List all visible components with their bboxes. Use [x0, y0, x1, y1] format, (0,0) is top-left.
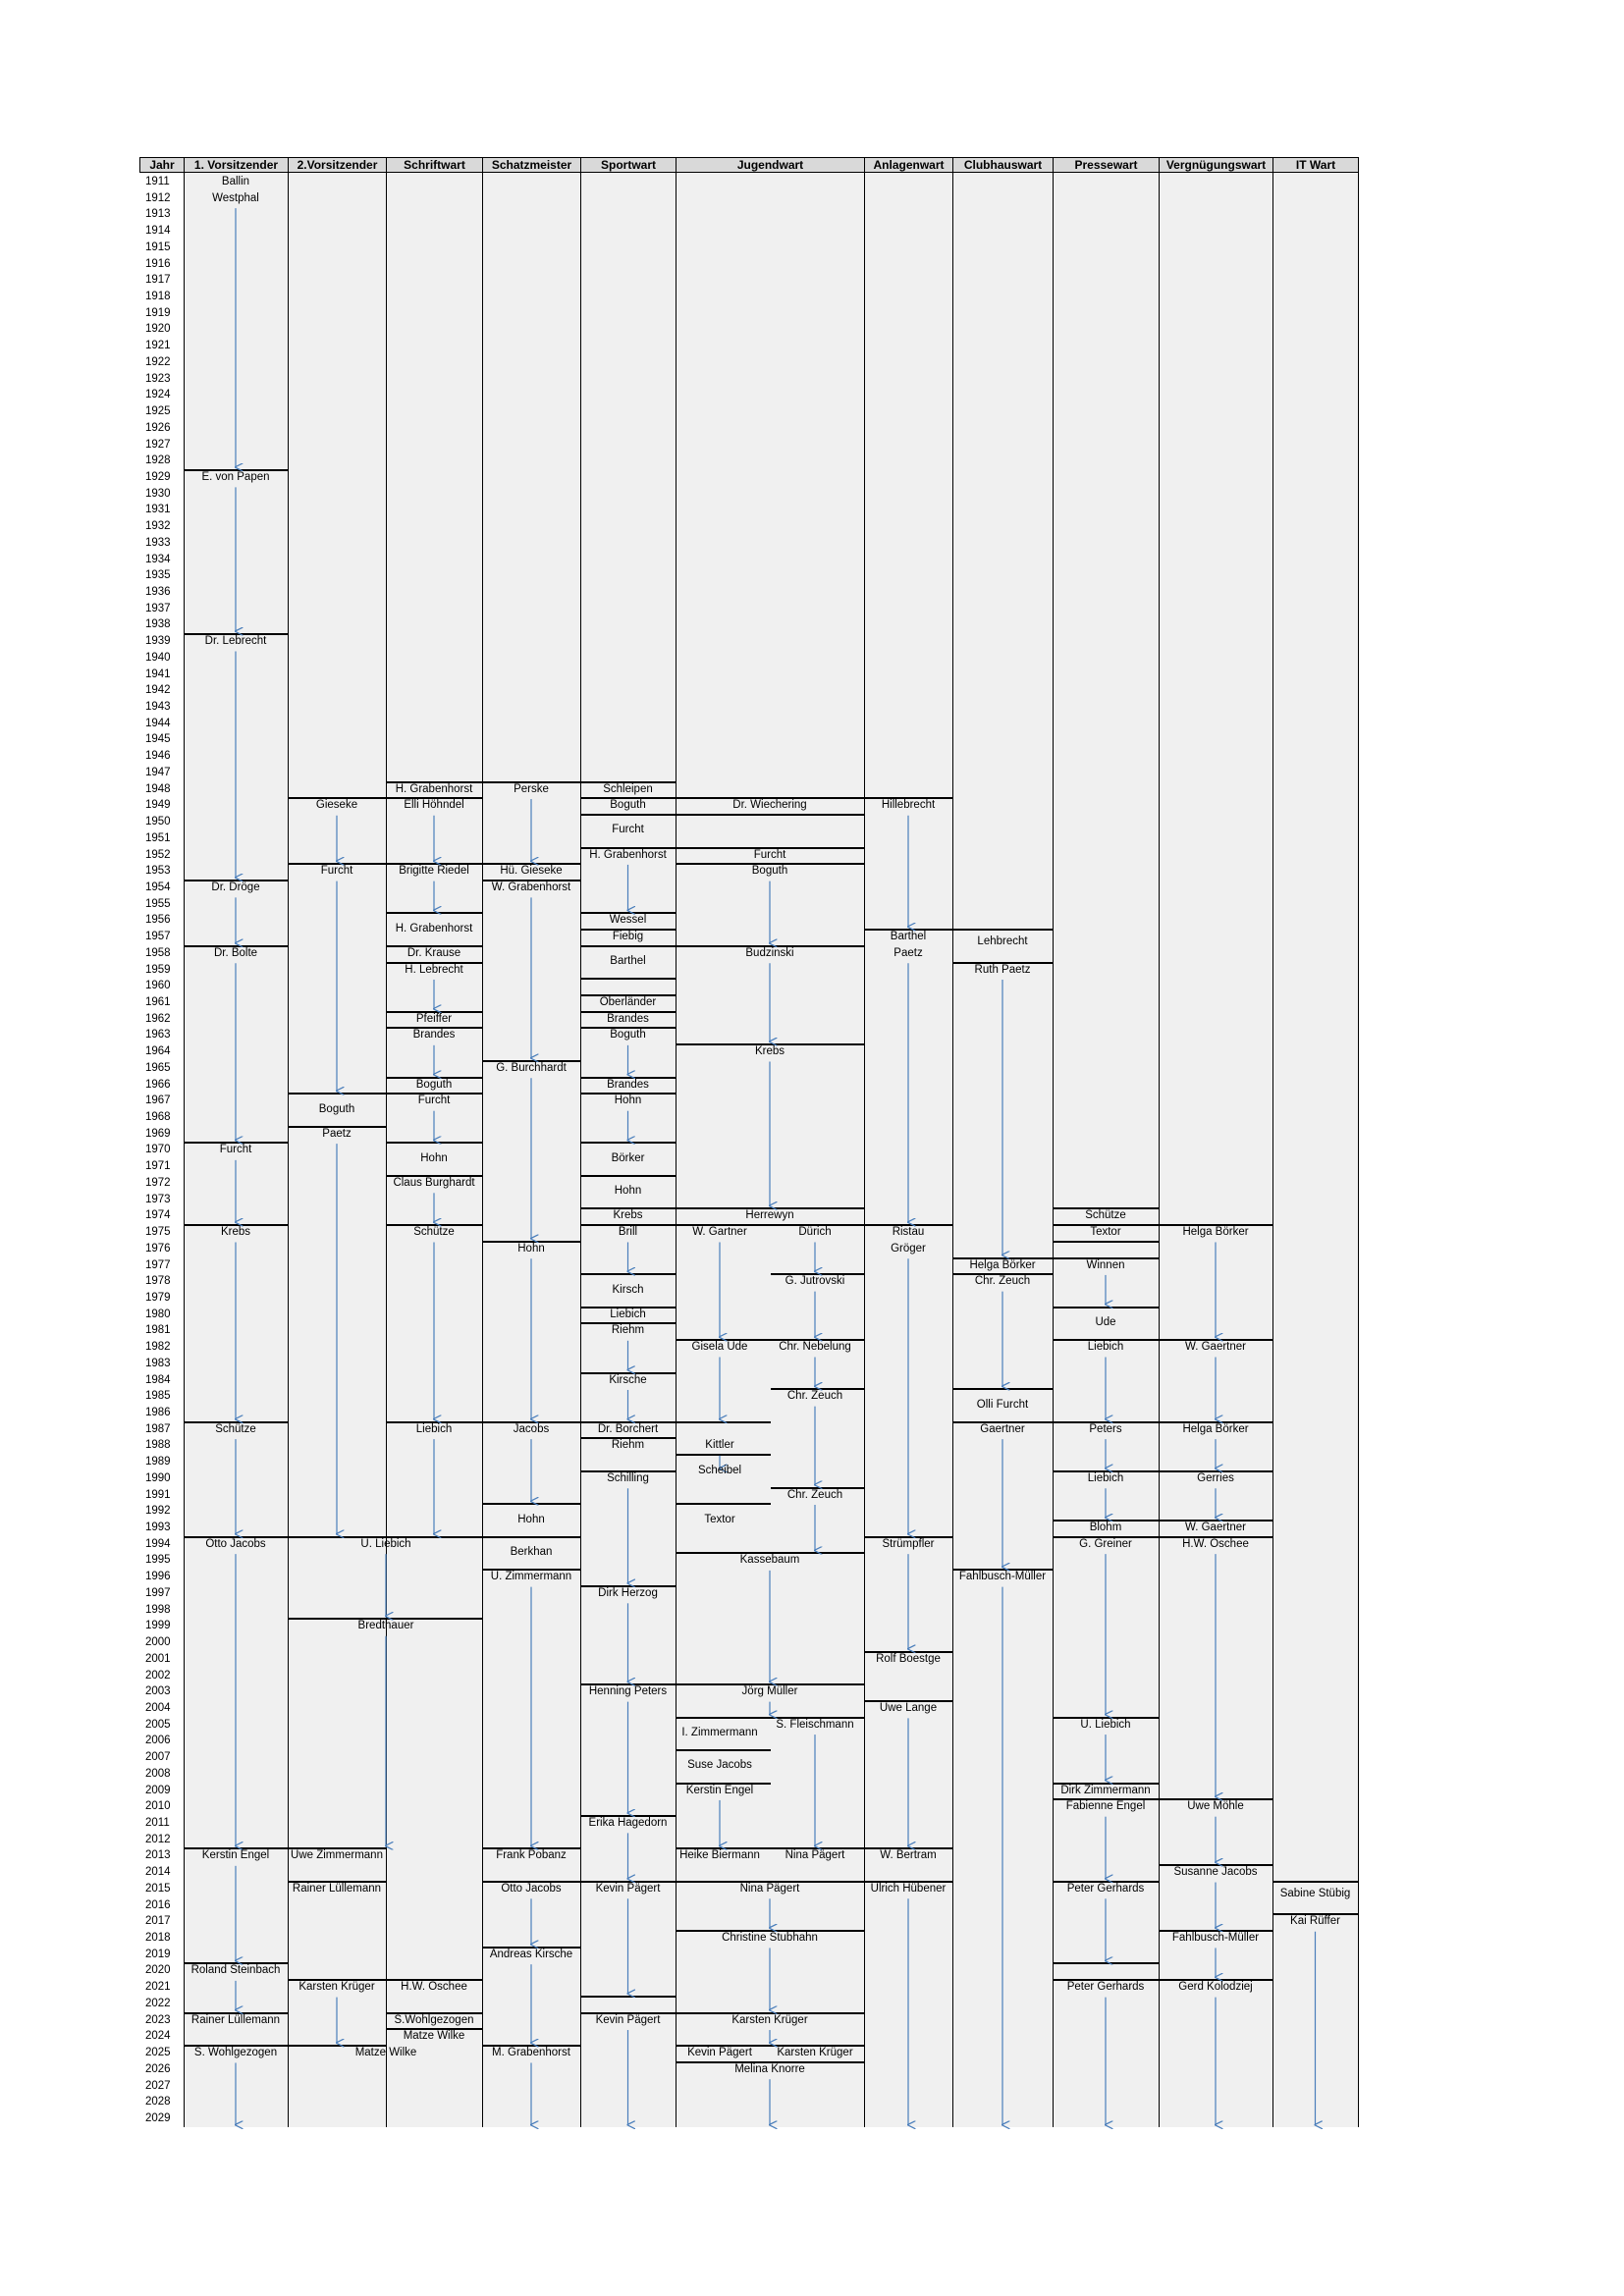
year-label: 1955	[145, 897, 171, 910]
year-label: 1971	[145, 1160, 171, 1173]
year-label: 2011	[145, 1817, 170, 1829]
year-label: 1958	[145, 946, 171, 959]
year-label: 1944	[145, 717, 171, 729]
year-label: 1956	[145, 914, 171, 927]
officer-name: H. Grabenhorst	[395, 782, 473, 795]
year-label: 1974	[145, 1209, 171, 1222]
year-label: 1987	[145, 1422, 171, 1435]
year-label: 1980	[145, 1308, 171, 1320]
year-label: 1999	[145, 1620, 171, 1632]
officer-name: Barthel	[610, 955, 646, 968]
year-label: 2027	[145, 2079, 171, 2092]
officer-name: Kevin Pägert	[595, 1882, 661, 1895]
officer-name: Melina Knorre	[734, 2062, 805, 2075]
officer-name: Susanne Jacobs	[1173, 1866, 1258, 1879]
year-label: 1927	[145, 438, 171, 451]
year-label: 2023	[145, 2013, 171, 2026]
officer-name: Nina Pägert	[785, 1849, 845, 1862]
officer-name: Krebs	[754, 1045, 785, 1058]
officer-name: Hillebrecht	[881, 799, 936, 812]
year-label: 1977	[145, 1258, 171, 1271]
year-label: 1988	[145, 1439, 171, 1452]
year-label: 1996	[145, 1571, 171, 1583]
officer-name: Matze Wilke	[403, 2030, 465, 2043]
officer-name: Karsten Krüger	[777, 2047, 853, 2059]
year-label: 2026	[145, 2062, 171, 2075]
officer-name: H. Grabenhorst	[589, 848, 667, 861]
officer-name: Oberländer	[599, 996, 657, 1008]
officer-name: Blohm	[1089, 1522, 1122, 1534]
officer-name: H. Lebrecht	[405, 963, 463, 976]
officer-name: Dirk Herzog	[598, 1586, 658, 1599]
officer-name: Heike Biermann	[679, 1849, 760, 1862]
officer-name: Westphal	[212, 191, 259, 204]
year-label: 1935	[145, 569, 171, 582]
year-label: 1961	[145, 996, 171, 1008]
officer-name: Chr. Nebelung	[779, 1341, 851, 1354]
year-label: 1938	[145, 618, 171, 631]
officer-name: Brandes	[607, 1078, 649, 1091]
officer-name: Furcht	[320, 865, 353, 878]
officer-name: Perske	[514, 782, 549, 795]
year-label: 1915	[145, 240, 171, 253]
officer-name: Suse Jacobs	[687, 1759, 752, 1772]
officer-name: Jacobs	[513, 1422, 550, 1435]
officer-name: Dirk Zimmermann	[1060, 1784, 1151, 1796]
year-label: 1937	[145, 602, 171, 614]
officer-name: I. Zimmermann	[681, 1727, 758, 1739]
officer-name: Sabine Stübig	[1279, 1887, 1351, 1899]
year-label: 1972	[145, 1176, 171, 1189]
officer-name: Hohn	[517, 1513, 545, 1525]
officer-name: W. Bertram	[880, 1849, 937, 1862]
officer-name: Christine Stubhahn	[722, 1932, 818, 1945]
officer-name: Schütze	[1085, 1209, 1126, 1222]
year-label: 2009	[145, 1784, 171, 1796]
officer-name: Scheibel	[697, 1464, 742, 1476]
year-label: 1978	[145, 1275, 171, 1288]
officer-name: G. Burchhardt	[496, 1061, 567, 1074]
officer-name: Uwe Zimmermann	[291, 1849, 383, 1862]
officer-name: Kirsche	[609, 1373, 647, 1386]
officer-name: Hohn	[517, 1242, 545, 1255]
officer-name: Brandes	[607, 1012, 649, 1025]
year-label: 1925	[145, 405, 171, 418]
year-label: 1998	[145, 1603, 171, 1616]
officer-name: Paetz	[322, 1127, 352, 1140]
year-label: 1957	[145, 931, 171, 943]
officer-name: Karsten Krüger	[731, 2013, 808, 2026]
year-label: 1921	[145, 340, 171, 352]
officer-name: Schütze	[215, 1422, 256, 1435]
header-jahr: Jahr	[139, 157, 185, 173]
header-it-wart: IT Wart	[1272, 157, 1359, 173]
officer-name: Peters	[1089, 1422, 1122, 1435]
officer-name: Textor	[1090, 1226, 1121, 1239]
officer-name: Elli Höhndel	[404, 799, 464, 812]
officer-name: Furcht	[753, 848, 786, 861]
year-label: 1912	[145, 191, 171, 204]
year-label: 2008	[145, 1767, 171, 1780]
year-label: 2025	[145, 2047, 171, 2059]
officer-name: Fiebig	[612, 931, 644, 943]
year-label: 1983	[145, 1357, 171, 1369]
year-label: 2016	[145, 1898, 171, 1911]
year-label: 2000	[145, 1636, 171, 1649]
year-label: 1947	[145, 766, 171, 778]
officer-name: Boguth	[318, 1102, 355, 1115]
year-label: 2020	[145, 1964, 171, 1977]
year-label: 1920	[145, 323, 171, 336]
year-label: 1931	[145, 504, 171, 516]
officer-name: Jörg Müller	[741, 1685, 798, 1698]
year-label: 1941	[145, 667, 171, 680]
officer-name: Claus Burghardt	[393, 1176, 475, 1189]
officer-name: Karsten Krüger	[298, 1981, 375, 1994]
officer-name: Liebich	[610, 1308, 646, 1320]
officer-name: Nina Pägert	[739, 1882, 800, 1895]
officer-name: Rolf Boestge	[876, 1652, 941, 1665]
header-anlagenwart: Anlagenwart	[864, 157, 953, 173]
year-label: 1933	[145, 536, 171, 549]
year-label: 1981	[145, 1324, 171, 1337]
year-label: 2007	[145, 1751, 171, 1764]
year-label: 1970	[145, 1144, 171, 1156]
year-label: 1911	[145, 176, 170, 187]
header-2-vorsitzender: 2.Vorsitzender	[288, 157, 387, 173]
officer-name: Helga Börker	[969, 1258, 1036, 1271]
year-label: 2028	[145, 2096, 171, 2109]
officer-name: Liebich	[1087, 1471, 1124, 1484]
year-label: 1982	[145, 1341, 171, 1354]
officer-name: Brandes	[412, 1029, 456, 1041]
year-label: 1960	[145, 980, 171, 992]
header-vergn-gungswart: Vergnügungswart	[1159, 157, 1273, 173]
officer-name: Börker	[611, 1151, 645, 1164]
year-label: 1936	[145, 586, 171, 598]
officer-name: G. Greiner	[1079, 1537, 1132, 1550]
header-jugendwart: Jugendwart	[676, 157, 865, 173]
year-label: 2017	[145, 1915, 171, 1928]
officer-name: Dr. Wiechering	[732, 799, 807, 812]
year-label: 1943	[145, 701, 171, 714]
year-label: 1985	[145, 1390, 171, 1403]
year-label: 1940	[145, 651, 171, 664]
year-label: 2006	[145, 1735, 171, 1747]
officer-name: Chr. Zeuch	[974, 1275, 1031, 1288]
officer-name: Gaertner	[980, 1422, 1025, 1435]
officer-name: Ruth Paetz	[974, 963, 1031, 976]
officer-name: Henning Peters	[588, 1685, 668, 1698]
year-label: 1962	[145, 1012, 171, 1025]
officer-name: Boguth	[610, 799, 646, 812]
officer-name: Gerd Kolodziej	[1178, 1981, 1253, 1994]
officer-name: Schleipen	[603, 782, 653, 795]
officer-name: S. Wohlgezogen	[193, 2047, 278, 2059]
officer-name: Brill	[618, 1226, 638, 1239]
year-label: 2013	[145, 1849, 171, 1862]
officer-name: Liebich	[1087, 1341, 1124, 1354]
officer-name: Dr. Bolte	[213, 946, 258, 959]
officer-name: Dr. Dröge	[211, 881, 260, 893]
officer-name: W. Gartner	[692, 1226, 747, 1239]
year-label: 1991	[145, 1488, 171, 1501]
year-label: 1964	[145, 1045, 171, 1058]
officer-name: Wessel	[609, 914, 647, 927]
year-label: 1966	[145, 1078, 171, 1091]
year-label: 1969	[145, 1127, 171, 1140]
year-label: 1948	[145, 782, 171, 795]
year-label: 2015	[145, 1882, 171, 1895]
officer-name: Riehm	[611, 1439, 645, 1452]
officer-name: S. Fleischmann	[776, 1718, 854, 1731]
year-label: 2001	[145, 1652, 171, 1665]
year-label: 1918	[145, 291, 171, 303]
year-label: 1926	[145, 421, 171, 434]
year-label: 1923	[145, 372, 171, 385]
year-label: 2018	[145, 1932, 171, 1945]
officer-name: Strümpfler	[882, 1537, 935, 1550]
year-label: 1992	[145, 1505, 171, 1518]
officer-name: G. Jutrovski	[785, 1275, 845, 1288]
officer-name: Paetz	[893, 946, 923, 959]
year-label: 2022	[145, 1997, 171, 2009]
officer-name: Textor	[704, 1513, 735, 1525]
year-label: 1932	[145, 520, 171, 533]
officer-name: Furcht	[219, 1144, 252, 1156]
year-label: 1919	[145, 306, 171, 319]
officer-name: E. von Papen	[201, 470, 270, 483]
officer-name: Matze Wilke	[354, 2047, 417, 2059]
year-label: 1913	[145, 208, 171, 221]
year-label: 1968	[145, 1111, 171, 1124]
year-label: 1975	[145, 1226, 171, 1239]
year-label: 1989	[145, 1456, 171, 1468]
officer-name: Uwe Möhle	[1187, 1800, 1244, 1813]
officer-name: Barthel	[890, 931, 927, 943]
officer-name: Schütze	[413, 1226, 455, 1239]
year-label: 2003	[145, 1685, 171, 1698]
officer-name: Hü. Gieseke	[500, 865, 563, 878]
officer-name: Boguth	[610, 1029, 646, 1041]
year-label: 1942	[145, 684, 171, 697]
officer-name: U. Liebich	[1080, 1718, 1131, 1731]
officer-name: Gröger	[891, 1242, 926, 1255]
officer-name: Gerries	[1197, 1471, 1234, 1484]
officer-name: Kevin Pägert	[687, 2047, 752, 2059]
officer-name: Krebs	[613, 1209, 643, 1222]
officer-name: H.W. Oschee	[401, 1981, 467, 1994]
year-label: 1984	[145, 1373, 171, 1386]
year-label: 1951	[145, 831, 171, 844]
officer-name: Ristau	[892, 1226, 925, 1239]
officer-name: Budzinski	[745, 946, 794, 959]
officer-name: Gisela Ude	[691, 1341, 748, 1354]
year-label: 1916	[145, 257, 171, 270]
officer-name: Frank Pobanz	[496, 1849, 567, 1862]
year-label: 1928	[145, 454, 171, 467]
header-1-vorsitzender: 1. Vorsitzender	[184, 157, 289, 173]
officer-name: Kevin Pägert	[595, 2013, 661, 2026]
officer-name: Dr. Lebrecht	[204, 635, 267, 648]
year-label: 1976	[145, 1242, 171, 1255]
year-label: 1967	[145, 1095, 171, 1107]
officer-name: H. Grabenhorst	[395, 922, 473, 934]
officer-name: Dürich	[798, 1226, 832, 1239]
officer-name: Chr. Zeuch	[786, 1390, 843, 1403]
officer-name: Ude	[1095, 1316, 1116, 1329]
officer-name: Kerstin Engel	[685, 1784, 754, 1796]
officer-name: W. Gaertner	[1185, 1341, 1246, 1354]
year-label: 1993	[145, 1522, 171, 1534]
officer-name: Herrewyn	[745, 1209, 794, 1222]
year-label: 2012	[145, 1833, 171, 1845]
header-sportwart: Sportwart	[580, 157, 677, 173]
officer-name: Andreas Kirsche	[489, 1948, 573, 1960]
officer-name: Lehbrecht	[977, 935, 1028, 948]
officer-name: Erika Hagedorn	[588, 1817, 668, 1829]
year-label: 2002	[145, 1669, 171, 1682]
officer-name: Kittler	[705, 1439, 734, 1452]
year-label: 2029	[145, 2111, 171, 2124]
year-label: 1939	[145, 635, 171, 648]
year-label: 2005	[145, 1718, 171, 1731]
officer-name: Kirsch	[612, 1283, 644, 1296]
year-label: 2004	[145, 1701, 171, 1714]
year-label: 1986	[145, 1407, 171, 1418]
officer-name: Olli Furcht	[976, 1398, 1029, 1411]
officer-name: U. Zimmermann	[490, 1571, 572, 1583]
header-schatzmeister: Schatzmeister	[482, 157, 581, 173]
officer-name: U. Liebich	[360, 1537, 411, 1550]
officer-name: Dr. Krause	[406, 946, 461, 959]
officer-name: Gieseke	[315, 799, 358, 812]
officer-name: Kerstin Engel	[201, 1849, 270, 1862]
officer-name: Rainer Lüllemann	[190, 2013, 281, 2026]
officer-name: Fabienne Engel	[1065, 1800, 1146, 1813]
year-label: 1917	[145, 274, 171, 287]
officer-name: Fahlbusch-Müller	[958, 1571, 1047, 1583]
officer-name: Furcht	[417, 1095, 451, 1107]
officer-name: Kassebaum	[739, 1554, 800, 1567]
header-clubhauswart: Clubhauswart	[952, 157, 1054, 173]
year-label: 1945	[145, 733, 171, 746]
officer-name: Hohn	[614, 1095, 642, 1107]
officer-name: Otto Jacobs	[501, 1882, 562, 1895]
year-label: 1914	[145, 225, 171, 238]
year-label: 2010	[145, 1800, 171, 1813]
officer-name: Kai Rüffer	[1290, 1915, 1340, 1928]
header-pressewart: Pressewart	[1053, 157, 1160, 173]
officer-name: Bredthauer	[357, 1620, 414, 1632]
officer-name: Krebs	[220, 1226, 251, 1239]
officer-name: M. Grabenhorst	[492, 2047, 570, 2059]
officer-name: Hohn	[614, 1185, 642, 1198]
year-label: 1934	[145, 553, 171, 565]
year-label: 1924	[145, 389, 171, 401]
officer-name: Pfeiffer	[415, 1012, 453, 1025]
year-label: 1973	[145, 1193, 171, 1205]
year-label: 1979	[145, 1291, 171, 1304]
officer-name: Liebich	[415, 1422, 453, 1435]
officer-name: Riehm	[611, 1324, 645, 1337]
officer-name: Ulrich Hübener	[870, 1882, 947, 1895]
officer-name: Chr. Zeuch	[786, 1488, 843, 1501]
officer-name: W. Gaertner	[1185, 1522, 1246, 1534]
year-label: 1922	[145, 355, 171, 368]
officer-name: Peter Gerhards	[1066, 1882, 1145, 1895]
officer-name: Peter Gerhards	[1066, 1981, 1145, 1994]
year-label: 1949	[145, 799, 171, 812]
officer-name: Winnen	[1086, 1258, 1125, 1271]
officer-name: Boguth	[415, 1078, 453, 1091]
officer-name: S.Wohlgezogen	[394, 2013, 474, 2026]
year-label: 1990	[145, 1471, 171, 1484]
year-label: 1946	[145, 750, 171, 763]
officer-name: Otto Jacobs	[205, 1537, 266, 1550]
officer-name: Roland Steinbach	[190, 1964, 281, 1977]
year-label: 1994	[145, 1537, 171, 1550]
year-label: 2014	[145, 1866, 171, 1879]
year-label: 2021	[145, 1981, 171, 1994]
year-label: 1959	[145, 963, 171, 976]
year-label: 1995	[145, 1554, 171, 1567]
officer-name: W. Grabenhorst	[491, 881, 571, 893]
officer-name: Rainer Lüllemann	[292, 1882, 382, 1895]
year-label: 1965	[145, 1061, 171, 1074]
officer-name: Brigitte Riedel	[399, 865, 469, 878]
year-label: 1930	[145, 487, 171, 500]
officer-name: Schilling	[607, 1471, 649, 1484]
year-label: 1997	[145, 1586, 171, 1599]
year-label: 1929	[145, 470, 171, 483]
officer-name: Furcht	[612, 824, 644, 836]
officer-name: Boguth	[751, 865, 788, 878]
year-label: 2019	[145, 1948, 171, 1960]
officer-name: Hohn	[420, 1151, 448, 1164]
officer-name: Berkhan	[510, 1546, 553, 1559]
header-schriftwart: Schriftwart	[386, 157, 483, 173]
year-label: 2024	[145, 2030, 171, 2043]
officer-name: Dr. Borchert	[597, 1422, 659, 1435]
officer-name: Helga Börker	[1182, 1226, 1249, 1239]
officer-name: H.W. Oschee	[1182, 1537, 1249, 1550]
year-label: 1950	[145, 816, 171, 828]
year-label: 1963	[145, 1029, 171, 1041]
officer-name: Ballin	[221, 176, 250, 187]
year-label: 1954	[145, 881, 171, 893]
year-label: 1953	[145, 865, 171, 878]
officer-name: Helga Börker	[1182, 1422, 1249, 1435]
officer-name: Fahlbusch-Müller	[1171, 1932, 1260, 1945]
officer-name: Uwe Lange	[879, 1701, 938, 1714]
year-label: 1952	[145, 848, 171, 861]
